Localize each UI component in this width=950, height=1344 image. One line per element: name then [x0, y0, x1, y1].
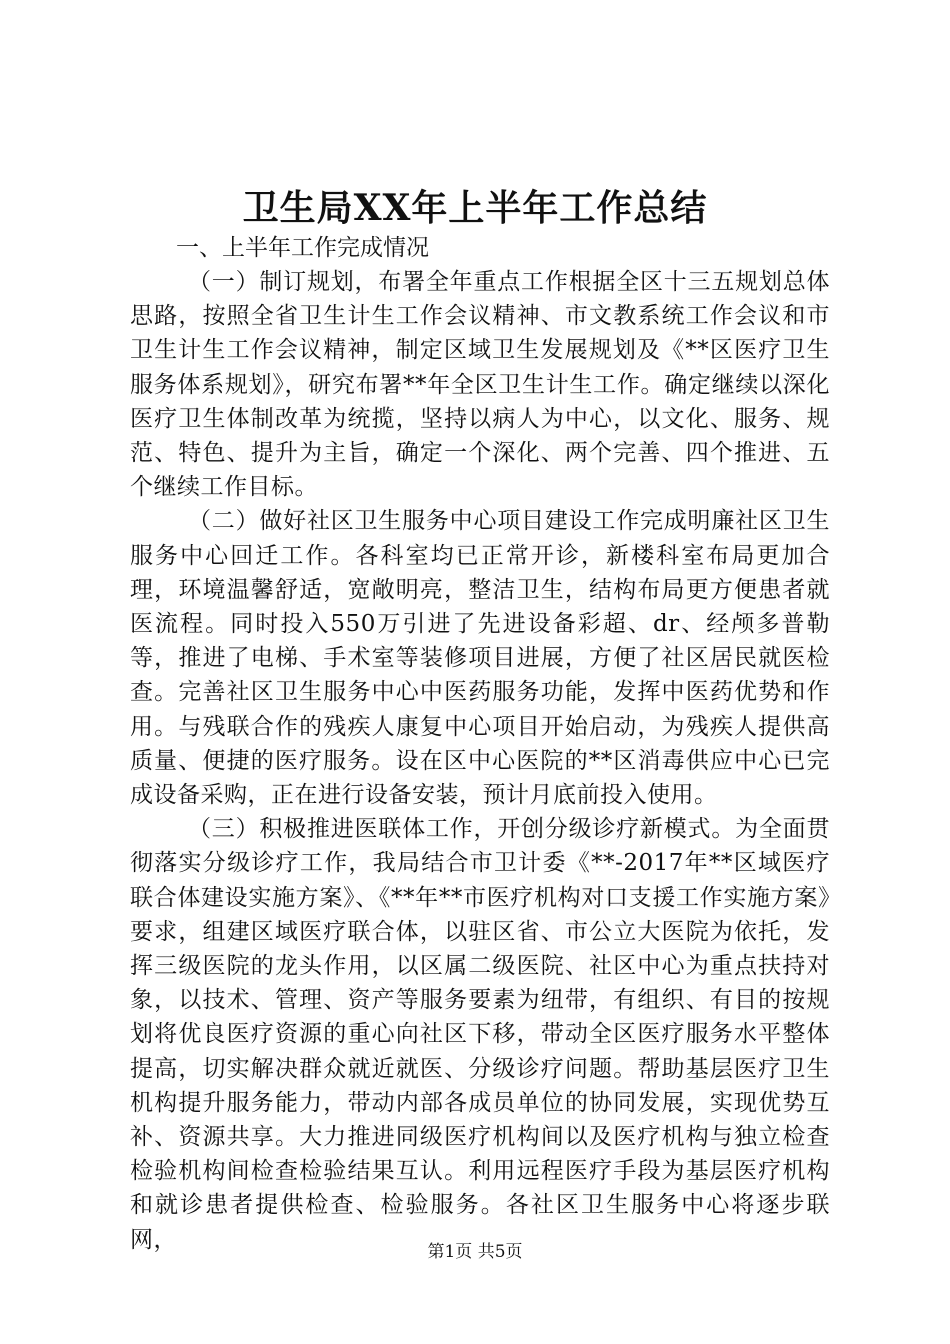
document-title: 卫生局XX年上半年工作总结 [242, 187, 708, 229]
page-footer: 第1页 共5页 [427, 1242, 523, 1262]
paragraph-2: （二）做好社区卫生服务中心项目建设工作完成明廉社区卫生服务中心回迁工作。各科室均已正常开诊，新楼科室布局更加合理，环境温馨舒适，宽敞明亮，整洁卫生，结构布局更方便患者就医流程。同时投入550万引进了先进设备彩超、dr、经颅多普勒等，推进了电梯、手术室等装修项目进展，方便了社区居民就医检查。完善社区卫生服务中心中医药服务功能，发挥中医药优势和作用。与残联合作的残疾人康复中心项目开始启动，为残疾人提供高质量、便捷的医疗服务。设在区中心医院的**区消毒供应中心已完成设备采购，正在进行设备安装，预计月底前投入使用。 [130, 508, 830, 809]
paragraph-1: （一）制订规划，布署全年重点工作根据全区十三五规划总体思路，按照全省卫生计生工作会议精神、市文教系统工作会议和市卫生计生工作会议精神，制定区域卫生发展规划及《**区医疗卫生服务体系规划》，研究布署**年全区卫生计生工作。确定继续以深化医疗卫生体制改革为统揽，坚持以病人为中心，以文化、服务、规范、特色、提升为主旨，确定一个深化、两个完善、四个推进、五个继续工作目标。 [130, 269, 830, 501]
section-heading: 一、上半年工作完成情况 [176, 235, 429, 261]
document-body [130, 231, 830, 1257]
paragraph-3: （三）积极推进医联体工作，开创分级诊疗新模式。为全面贯彻落实分级诊疗工作，我局结合市卫计委《**-2017年**区域医疗联合体建设实施方案》、《**年**市医疗机构对口支援工作实施方案》要求，组建区域医疗联合体，以驻区省、市公立大医院为依托，发挥三级医院的龙头作用，以区属二级医院、社区中心为重点扶持对象，以技术、管理、资产等服务要素为纽带，有组织、有目的按规划将优良医疗资源的重心向社区下移，带动全区医疗服务水平整体提高，切实解决群众就近就医、分级诊疗问题。帮助基层医疗卫生机构提升服务能力，带动内部各成员单位的协同发展，实现优势互补、资源共享。大力推进同级医疗机构间以及医疗机构与独立检查检验机构间检查检验结果互认。利用远程医疗手段为基层医疗机构和就诊患者提供检查、检验服务。各社区卫生服务中心将逐步联网， [130, 816, 830, 1253]
